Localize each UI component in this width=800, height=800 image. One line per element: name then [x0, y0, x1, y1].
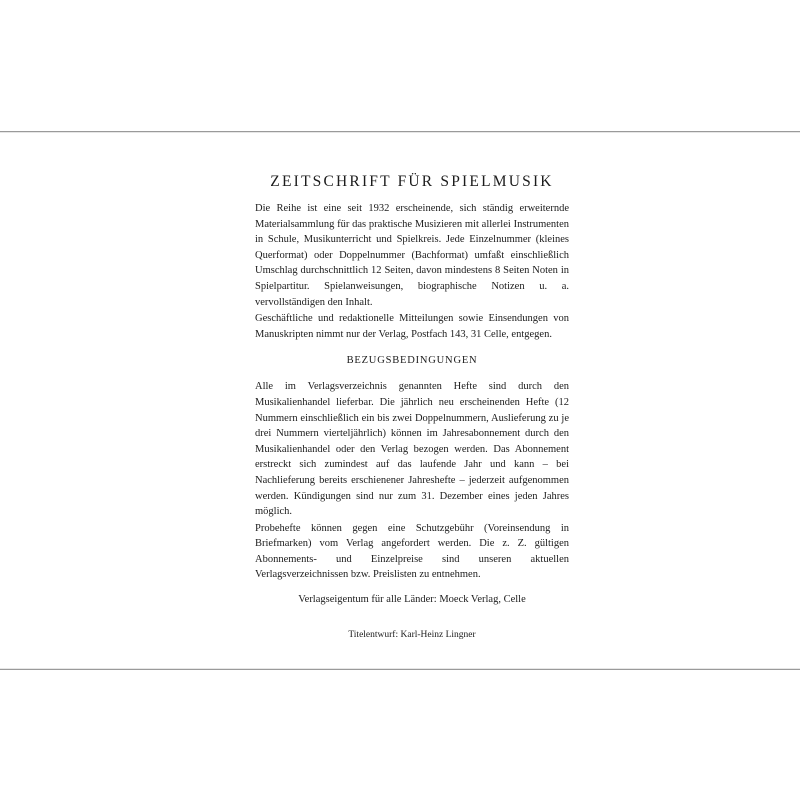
- text-block: [255, 173, 569, 640]
- intro-paragraph-2: Geschäftliche und redaktionelle Mitteilungen sowie Einsendungen von Manuskripten nimmt nur der Verlag, Postfach 143, 31 Celle, entgegen.: [255, 313, 569, 340]
- printed-sheet: [0, 131, 800, 670]
- terms-heading: BEZUGSBEDINGUNGEN: [346, 355, 478, 367]
- cover-design-credit: Titelentwurf: Karl-Heinz Lingner: [348, 630, 476, 641]
- terms-paragraph-2: Probehefte können gegen eine Schutzgebühr (Voreinsendung in Briefmarken) vom Verlag angefordert werden. Die z. Z. gültigen Abonnements- und Einzelpreise sind unseren aktuellen Verlagsverzeichnissen bzw. Preislisten zu entnehmen.: [255, 522, 569, 581]
- terms-paragraph-1: Alle im Verlagsverzeichnis genannten Hefte sind durch den Musikalienhandel lieferbar. Die jährlich neu erscheinenden Hefte (12 Nummern einschließlich ein bis zwei Doppelnummern, Auslieferung zu je drei Nummern vierteljährlich) können im Jahresabonnement durch den Musikalienhandel oder den Verlag bezogen werden. Das Abonnement erstreckt sich zumindest auf das laufende Jahr und kann – bei Nachlieferung bereits erschienener Jahreshefte – jederzeit aufgenommen werden. Kündigungen sind nur zum 31. Dezember eines jeden Jahres möglich.: [255, 381, 569, 518]
- rights-notice: Verlagseigentum für alle Länder: Moeck Verlag, Celle: [298, 594, 526, 606]
- document-title: ZEITSCHRIFT FÜR SPIELMUSIK: [270, 173, 554, 190]
- intro-paragraph-1: Die Reihe ist eine seit 1932 erscheinende, sich ständig erweiternde Materialsammlung für das praktische Musizieren mit allerlei Instrumenten in Schule, Musikunterricht und Spielkreis. Jede Einzelnummer (kleines Querformat) oder Doppelnummer (Bachformat) umfaßt einschließlich Umschlag durchschnittlich 12 Seiten, davon mindestens 8 Seiten Noten in Spielpartitur. Spielanweisungen, biographische Notizen u. a. vervollständigen den Inhalt.: [255, 203, 569, 308]
